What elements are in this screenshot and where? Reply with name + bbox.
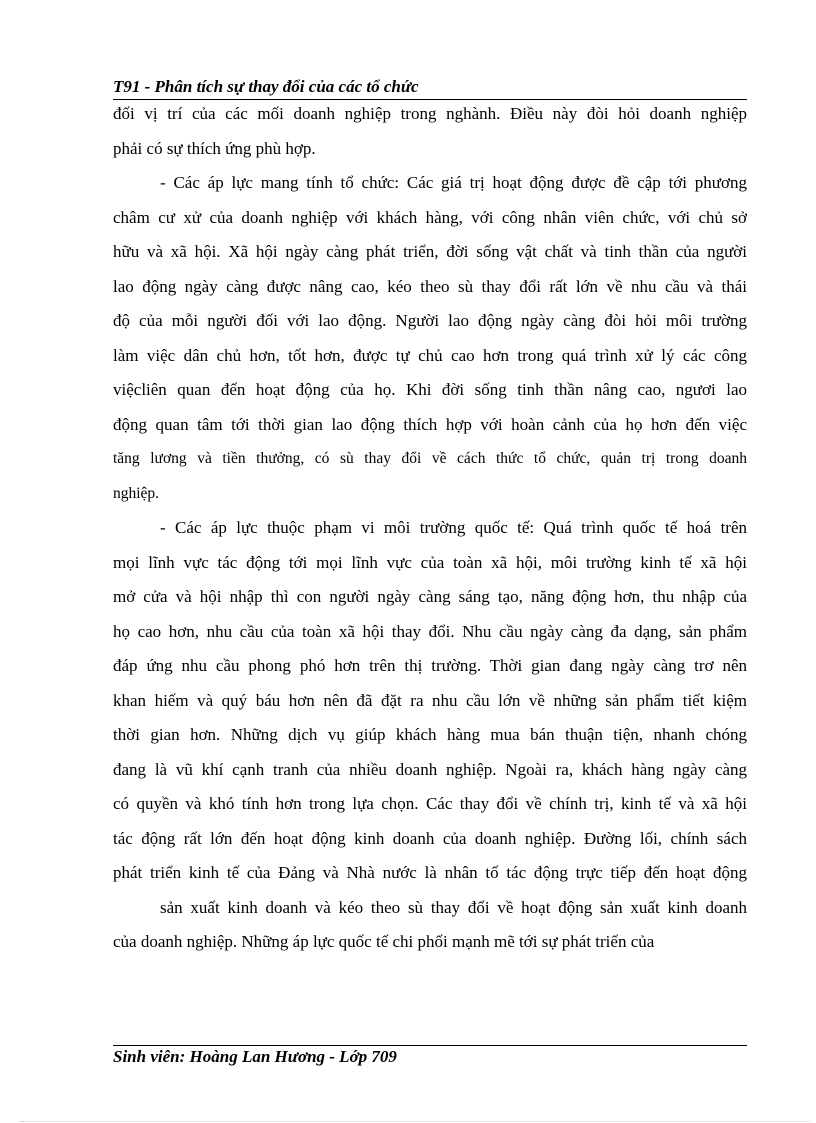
paragraph-line: họ cao hơn, nhu cầu của toàn xã hội thay đổi. Nhu cầu ngày càng đa dạng, sản phẩm — [113, 621, 747, 641]
paragraph-line: phát triển kinh tế của Đảng và Nhà nước là nhân tố tác động trực tiếp đến hoạt động — [113, 863, 747, 882]
paragraph-line: của doanh nghiệp. Những áp lực quốc tế chi phối mạnh mẽ tới sự phát triển của — [113, 932, 655, 951]
paragraph-line: mở cửa và hội nhập thì con người ngày càng sáng tạo, năng động hơn, thu nhập của — [113, 587, 747, 606]
paragraph-line: tác động rất lớn đến hoạt động kinh doanh của doanh nghiệp. Đường lối, chính sách — [113, 828, 747, 848]
paragraph-line: thời gian hơn. Những dịch vụ giúp khách hàng mua bán thuận tiện, nhanh chóng — [113, 725, 747, 744]
body-text — [113, 97, 747, 960]
paragraph-line: phải có sự thích ứng phù hợp. — [113, 138, 316, 158]
paragraph-line: đang là vũ khí cạnh tranh của nhiều doanh nghiệp. Ngoài ra, khách hàng ngày càng — [113, 759, 747, 779]
paragraph-line: đáp ứng nhu cầu phong phó hơn trên thị trường. Thời gian đang ngày càng trơ nên — [113, 656, 747, 675]
paragraph-line: tăng lương và tiền thưởng, có sù thay đổi về cách thức tổ chức, quản trị trong doanh — [113, 450, 747, 467]
paragraph-line: độ của mỗi người đối với lao động. Người lao động ngày càng đòi hỏi môi trường — [113, 311, 747, 330]
paragraph-line: đối vị trí của các mối doanh nghiệp trong nghành. Điều này đòi hỏi doanh nghiệp — [113, 104, 747, 123]
paragraph-line: sản xuất kinh doanh và kéo theo sù thay đổi về hoạt động sản xuất kinh doanh — [160, 897, 747, 917]
paragraph-line: làm việc dân chủ hơn, tốt hơn, được tự chủ cao hơn trong quá trình xử lý các công — [113, 345, 747, 365]
paragraph-line: việcliên quan đến hoạt động của họ. Khi đời sống tinh thần nâng cao, ngươi lao — [113, 380, 747, 399]
paragraph-line: lao động ngày càng được nâng cao, kéo theo sù thay đổi rất lớn về nhu cầu và thái — [113, 276, 747, 296]
paragraph-line: châm cư xử của doanh nghiệp với khách hàng, với công nhân viên chức, với chủ sở — [113, 207, 747, 227]
page-bottom-edge — [20, 1121, 810, 1122]
paragraph-line: - Các áp lực mang tính tổ chức: Các giá trị hoạt động được đề cập tới phương — [160, 173, 747, 192]
page-footer-author: Sinh viên: Hoàng Lan Hương - Lớp 709 — [113, 1047, 397, 1066]
paragraph-line: - Các áp lực thuộc phạm vi môi trường quốc tế: Quá trình quốc tế hoá trên — [160, 518, 747, 537]
paragraph-line: có quyền và khó tính hơn trong lựa chọn. Các thay đổi về chính trị, kinh tế và xã hội — [113, 794, 747, 813]
page-header-title: T91 - Phân tích sự thay đổi của các tổ chức — [113, 77, 419, 96]
paragraph-line: nghiệp. — [113, 484, 160, 502]
paragraph-line: mọi lĩnh vực tác động tới mọi lĩnh vực của toàn xã hội, môi trường kinh tế xã hội — [113, 552, 747, 572]
paragraph-line: khan hiếm và quý báu hơn nên đã đặt ra nhu cầu lớn về những sản phẩm tiết kiệm — [113, 690, 747, 710]
paragraph-line: động quan tâm tới thời gian lao động thích hợp với hoàn cảnh của họ hơn đến việc — [113, 414, 747, 434]
paragraph-line: hữu và xã hội. Xã hội ngày càng phát triển, đời sống vật chất và tinh thần của người — [113, 242, 747, 261]
